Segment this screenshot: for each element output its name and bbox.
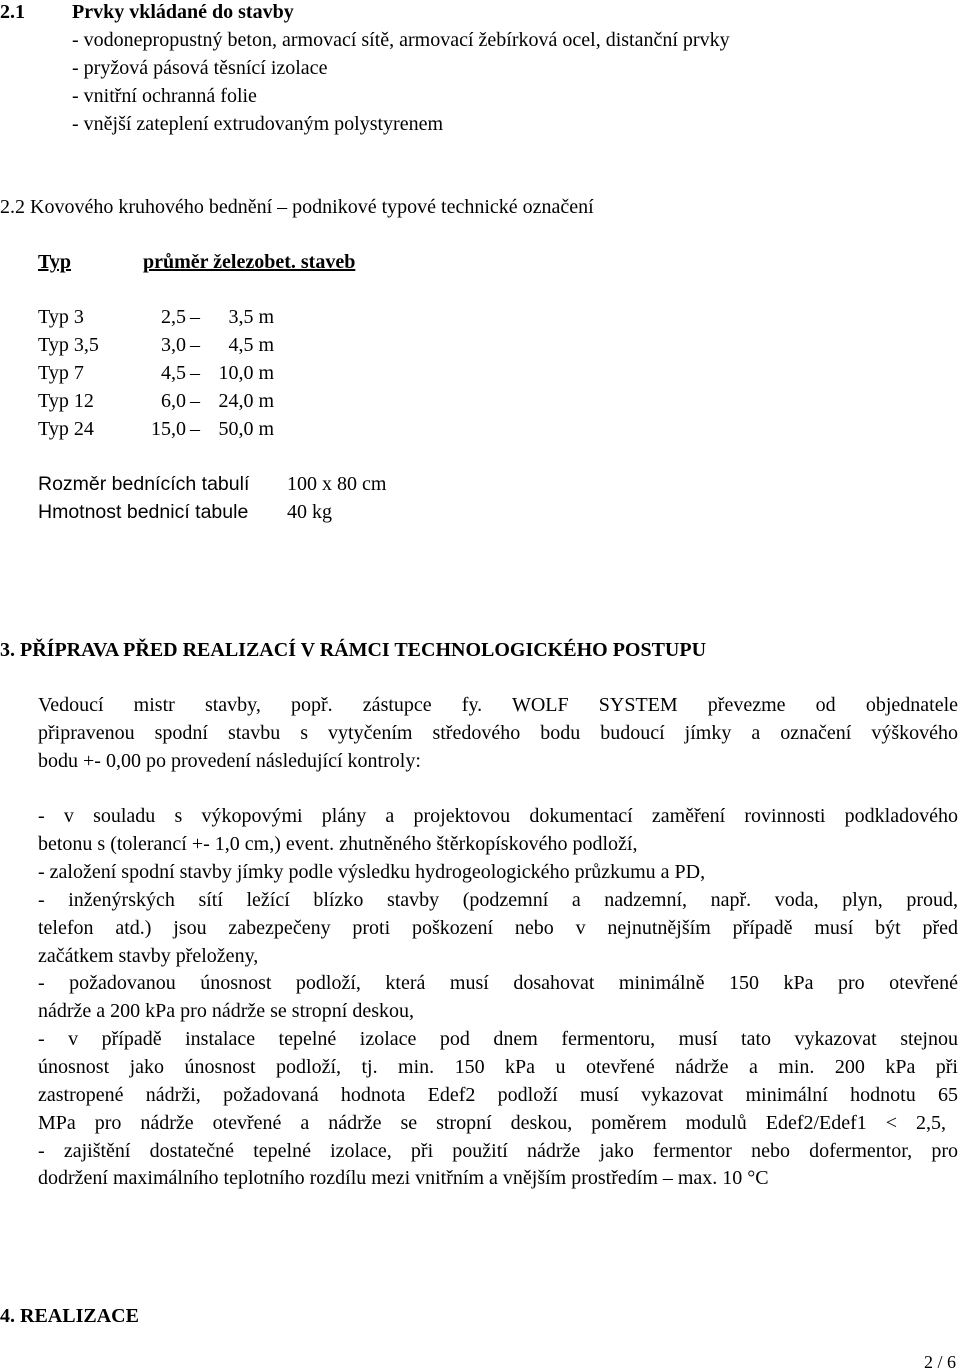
list-line: - inženýrských sítí ležící blízko stavby (podzemní a nadzemní, např. voda, plyn, proud, (38, 889, 958, 911)
section-number: 2.1 (0, 1, 25, 23)
list-line: únosnost jako únosnost podloží, tj. min. 150 kPa u otevřené nádrže a min. 200 kPa při (38, 1056, 958, 1078)
list-item: - vnitřní ochranná folie (72, 85, 257, 107)
spec-value: 100 x 80 cm (287, 473, 387, 495)
table-header-type: Typ (38, 251, 71, 273)
list-line: dodržení maximálního teplotního rozdílu mezi vnitřním a vnějším prostředím – max. 10 °C (38, 1167, 769, 1189)
section-heading: 2.2 Kovového kruhového bednění – podnikové typové technické označení (0, 196, 594, 218)
table-row (38, 305, 84, 329)
type-cell: Typ 24 (38, 418, 94, 440)
section-heading: 3. PŘÍPRAVA PŘED REALIZACÍ V RÁMCI TECHNOLOGICKÉHO POSTUPU (0, 639, 707, 661)
type-cell: Typ 12 (38, 390, 94, 412)
list-item: - pryžová pásová těsnící izolace (72, 57, 328, 79)
list-line: - požadovanou únosnost podloží, která musí dosahovat minimálně 150 kPa pro otevřené (38, 972, 958, 994)
list-line: betonu s (tolerancí +- 1,0 cm,) event. zhutněného štěrkopískového podloží, (38, 833, 638, 855)
spec-label: Hmotnost bednicí tabule (38, 501, 249, 523)
list-line: - v souladu s výkopovými plány a projektovou dokumentací zaměření rovinnosti podkladového (38, 805, 958, 827)
paragraph-line: připravenou spodní stavbu s vytyčením středového bodu budoucí jímky a označení výškového (38, 722, 958, 744)
list-line: - založení spodní stavby jímky podle výsledku hydrogeologického průzkumu a PD, (38, 861, 706, 883)
table-row (38, 389, 94, 413)
section-heading: 4. REALIZACE (0, 1305, 139, 1327)
spec-value: 40 kg (287, 501, 332, 523)
list-item: - vodonepropustný beton, armovací sítě, armovací žebírková ocel, distanční prvky (72, 29, 730, 51)
list-line: začátkem stavby přeloženy, (38, 945, 259, 967)
table-row (38, 333, 99, 357)
table-row (38, 417, 94, 441)
list-line: - zajištění dostatečné tepelné izolace, při použití nádrže jako fermentor nebo dofermentor, pro (38, 1140, 958, 1162)
list-line: telefon atd.) jsou zabezpečeny proti poškození nebo v nejnutnějším případě musí být před (38, 917, 958, 939)
table-row (38, 361, 84, 385)
type-cell: Typ 3 (38, 306, 84, 328)
type-cell: Typ 3,5 (38, 334, 99, 356)
list-item: - vnější zateplení extrudovaným polystyrenem (72, 113, 444, 135)
page-number: 2 / 6 (923, 1352, 956, 1372)
table-header-diameter: průměr železobet. staveb (143, 251, 356, 273)
type-cell: Typ 7 (38, 362, 84, 384)
list-line: zastropené nádrži, požadovaná hodnota Edef2 podloží musí vykazovat minimální hodnotu 65 (38, 1084, 958, 1106)
spec-label: Rozměr bednících tabulí (38, 473, 250, 495)
paragraph-line: bodu +- 0,00 po provedení následující kontroly: (38, 750, 421, 772)
paragraph-line: Vedoucí mistr stavby, popř. zástupce fy. WOLF SYSTEM převezme od objednatele (38, 694, 958, 716)
section-title: Prvky vkládané do stavby (72, 1, 294, 23)
list-line: - v případě instalace tepelné izolace pod dnem fermentoru, musí tato vykazovat stejnou (38, 1028, 958, 1050)
list-line: MPa pro nádrže otevřené a nádrže se stropní deskou, poměrem modulů Edef2/Edef1 < 2,5, (38, 1112, 946, 1134)
list-line: nádrže a 200 kPa pro nádrže se stropní deskou, (38, 1000, 414, 1022)
